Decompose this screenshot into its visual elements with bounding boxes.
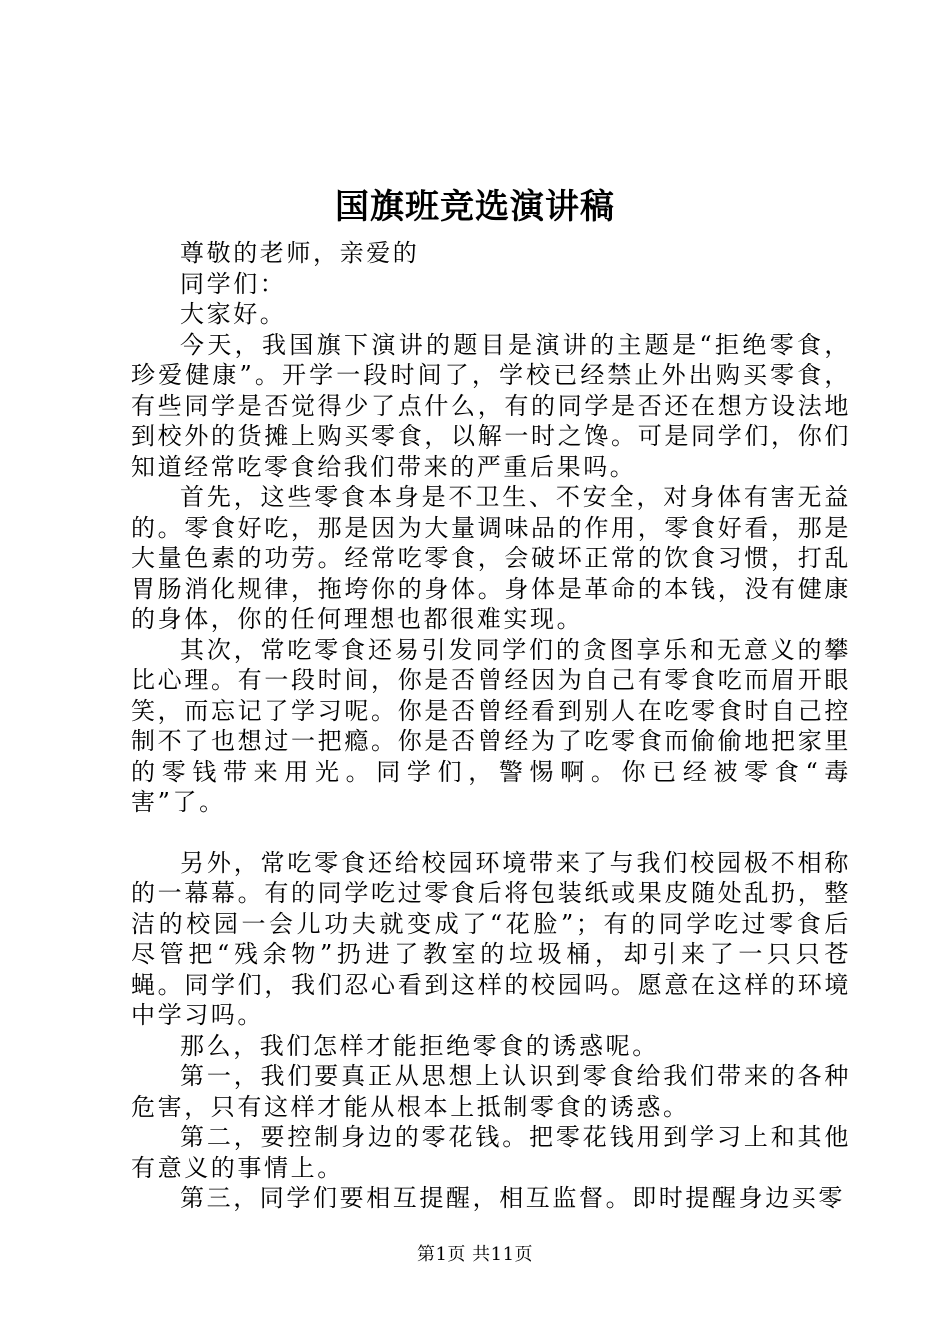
document-body (131, 238, 851, 1214)
paragraph-step-one: 第一，我们要真正从思想上认识到零食给我们带来的各种危害，只有这样才能从根本上抵制零食的诱惑。 (131, 1062, 851, 1121)
paragraph-intro: 今天，我国旗下演讲的题目是演讲的主题是“拒绝零食，珍爱健康”。开学一段时间了，学校已经禁止外出购买零食，有些同学是否觉得少了点什么，有的同学是否还在想方设法地到校外的货摊上购买零食，以解一时之馋。可是同学们，你们知道经常吃零食给我们带来的严重后果吗。 (131, 330, 851, 481)
paragraph-first-point: 首先，这些零食本身是不卫生、不安全，对身体有害无益的。零食好吃，那是因为大量调味品的作用，零食好看，那是大量色素的功劳。经常吃零食，会破坏正常的饮食习惯，打乱胃肠消化规律，拖垮你的身体。身体是革命的本钱，没有健康的身体，你的任何理想也都很难实现。 (131, 483, 851, 633)
greeting-line-1: 尊敬的老师，亲爱的 (180, 239, 420, 267)
page-number-footer: 第1页 共11页 (416, 1244, 534, 1265)
paragraph-step-two: 第二，要控制身边的零花钱。把零花钱用到学习上和其他有意义的事情上。 (131, 1123, 851, 1182)
document-title: 国旗班竞选演讲稿 (335, 187, 615, 227)
paragraph-step-three: 第三，同学们要相互提醒，相互监督。即时提醒身边买零 (180, 1184, 845, 1212)
paragraph-question: 那么，我们怎样才能拒绝零食的诱惑呢。 (180, 1031, 659, 1060)
paragraph-second-point: 其次，常吃零食还易引发同学们的贪图享乐和无意义的攀比心理。有一段时间，你是否曾经因为自己有零食吃而眉开眼笑，而忘记了学习呢。你是否曾经看到别人在吃零食时自己控制不了也想过一把瘾。你是否曾经为了吃零食而偷偷地把家里的零钱带来用光。同学们，警惕啊。你已经被零食“毒害”了。 (131, 635, 851, 816)
greeting-line-2: 同学们： (180, 269, 287, 298)
greeting-line-3: 大家好。 (180, 300, 287, 328)
paragraph-third-point: 另外，常吃零食还给校园环境带来了与我们校园极不相称的一幕幕。有的同学吃过零食后将包装纸或果皮随处乱扔，整洁的校园一会儿功夫就变成了“花脸”；有的同学吃过零食后尽管把“残余物”扔进了教室的垃圾桶，却引来了一只只苍蝇。同学们，我们忍心看到这样的校园吗。愿意在这样的环境中学习吗。 (131, 848, 851, 1029)
